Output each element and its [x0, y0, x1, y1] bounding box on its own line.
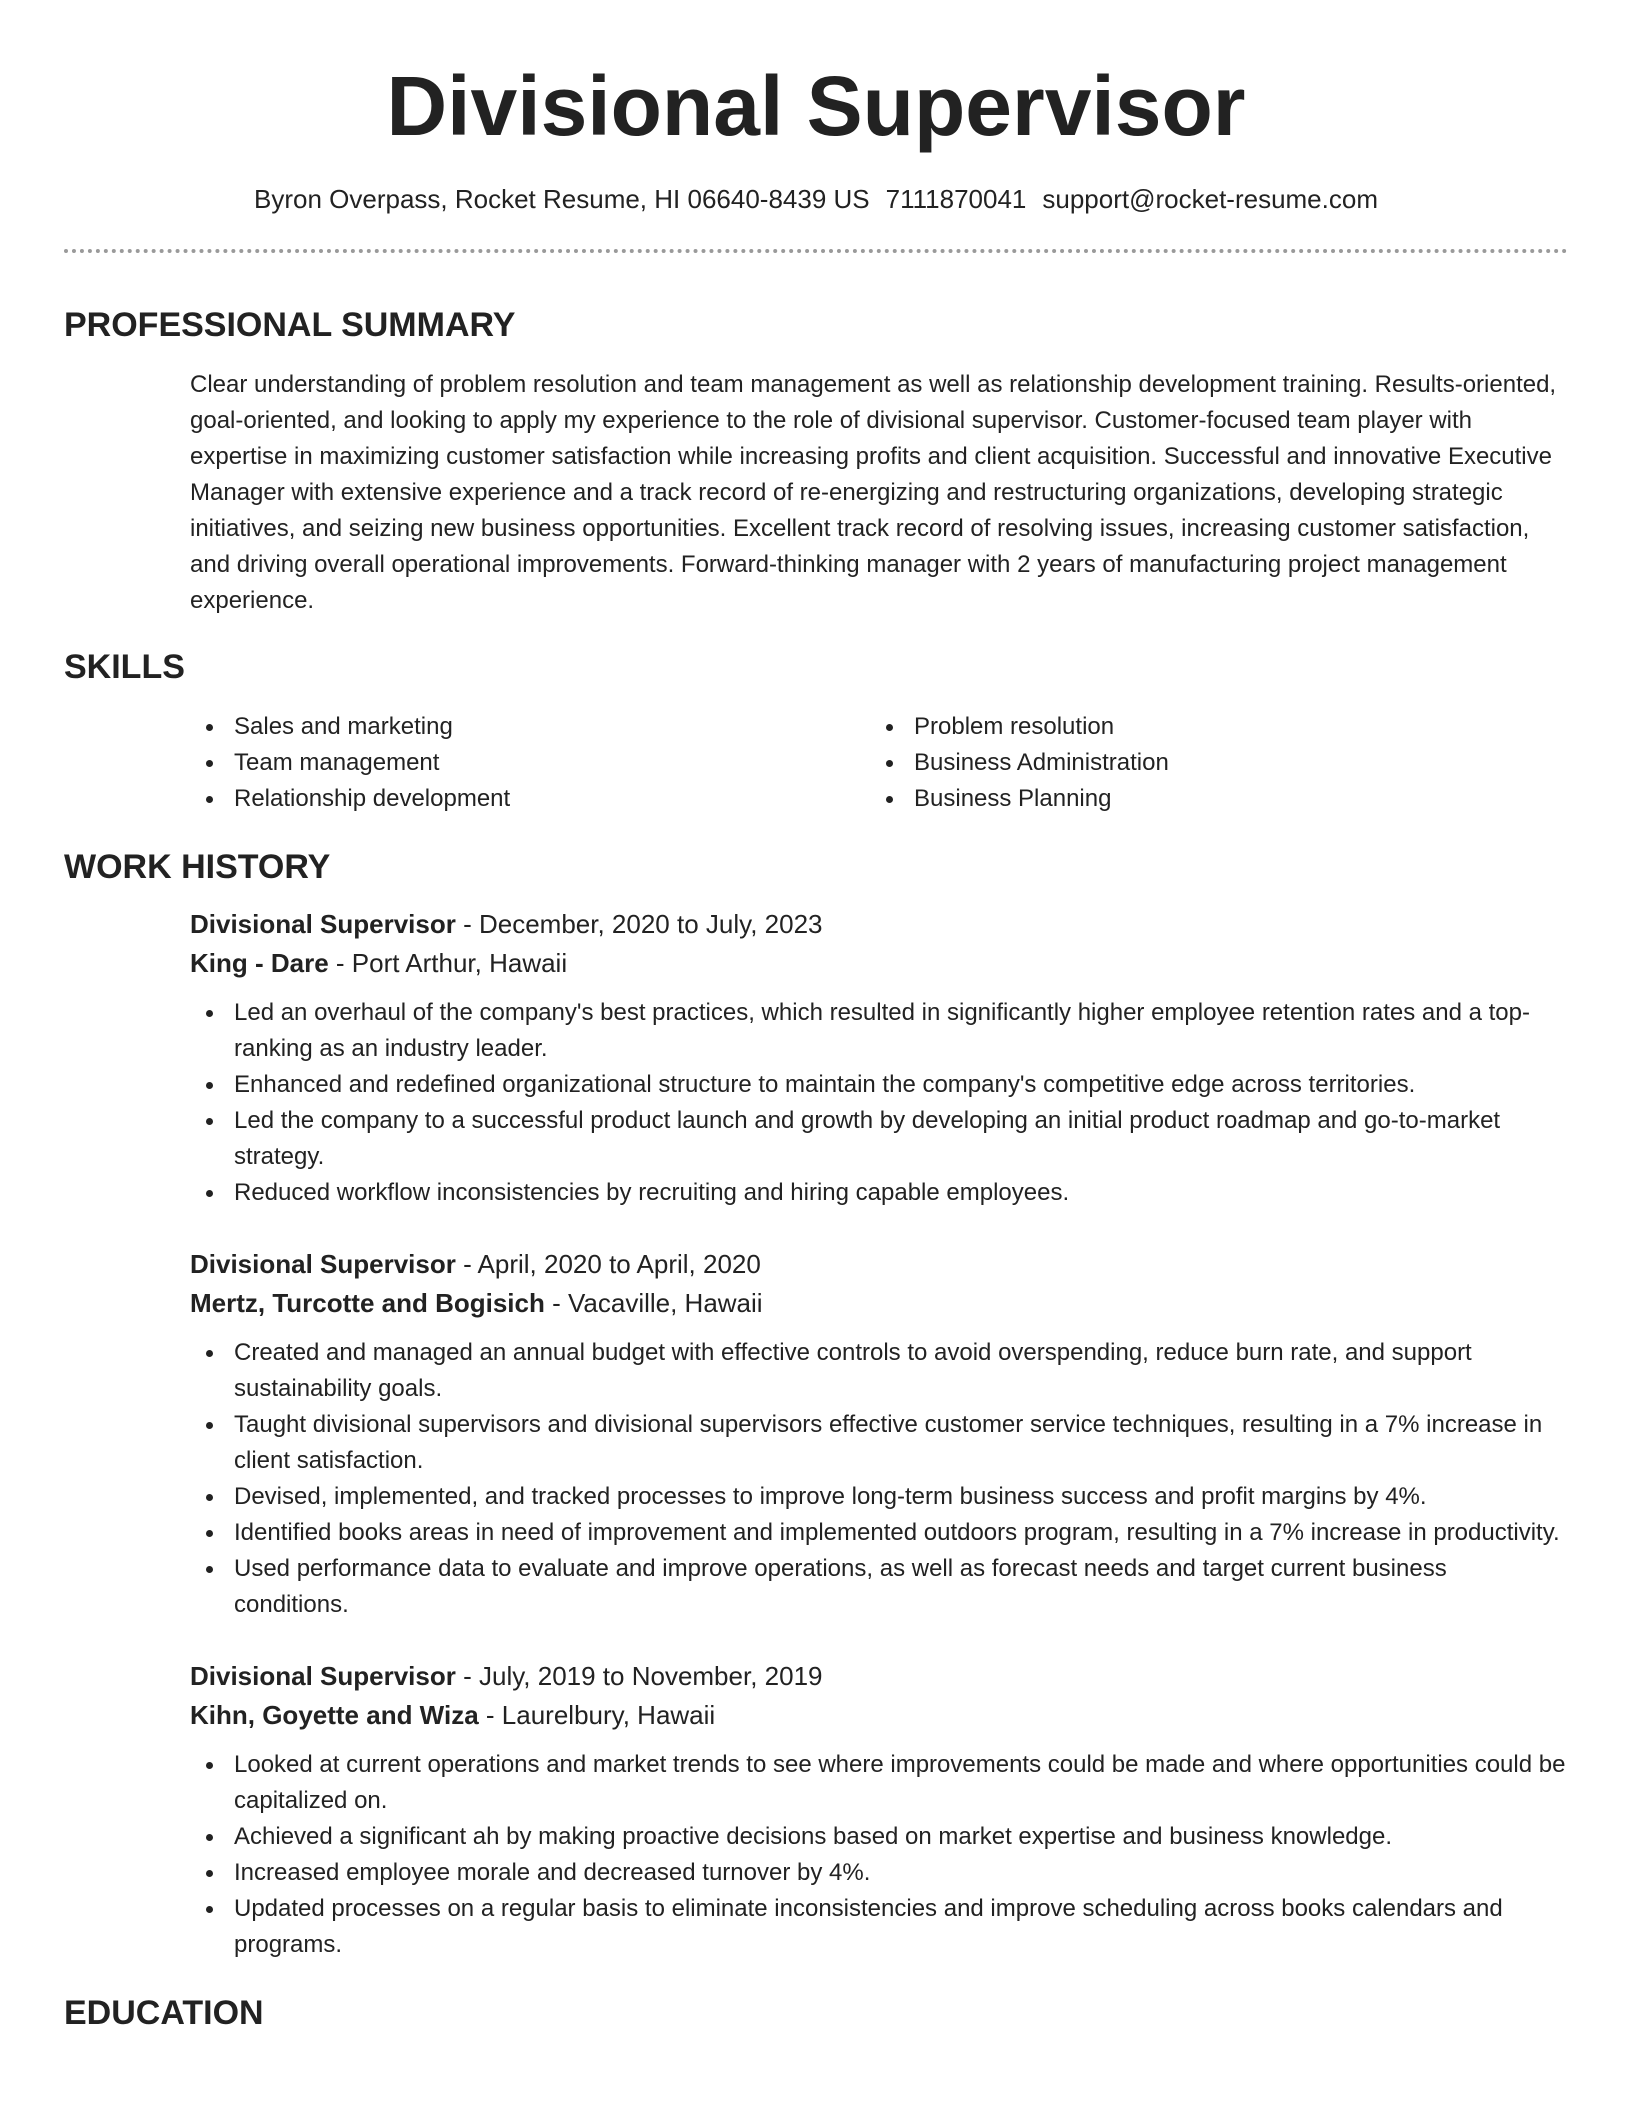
section-title-summary: PROFESSIONAL SUMMARY [64, 306, 516, 344]
job-title: Divisional Supervisor [190, 1661, 456, 1691]
job-entry [190, 1657, 1568, 1963]
section-title-education: EDUCATION [64, 1994, 264, 2032]
skills-section [64, 647, 1568, 817]
contact-address: Byron Overpass, Rocket Resume, HI 06640-8439 US [254, 184, 870, 214]
contact-phone: 7111870041 [885, 184, 1027, 214]
job-title-line [190, 1657, 1568, 1696]
job-title: Divisional Supervisor [190, 909, 456, 939]
job-bullet-list [190, 1335, 1568, 1623]
resume-page [64, 0, 1568, 2033]
job-bullet: Led the company to a successful product launch and growth by developing an initial product roadmap and go-to-market strategy. [190, 1103, 1568, 1175]
job-dates: - April, 2020 to April, 2020 [455, 1249, 761, 1279]
job-location: - Vacaville, Hawaii [544, 1288, 763, 1318]
job-bullet-list [190, 1747, 1568, 1963]
skill-item: Business Administration [870, 745, 1550, 781]
job-entry [190, 1245, 1568, 1623]
job-company-line [190, 1696, 1568, 1735]
job-bullet: Reduced workflow inconsistencies by recruiting and hiring capable employees. [190, 1175, 1568, 1211]
job-bullet: Enhanced and redefined organizational structure to maintain the company's competitive edge across territories. [190, 1067, 1568, 1103]
skill-item: Team management [190, 745, 870, 781]
education-section [64, 1993, 1568, 2033]
contact-line [64, 182, 1568, 216]
section-title-work: WORK HISTORY [64, 848, 331, 886]
job-bullet: Led an overhaul of the company's best practices, which resulted in significantly higher employee retention rates and a top-ranking as an industry leader. [190, 995, 1568, 1067]
job-bullet: Created and managed an annual budget with effective controls to avoid overspending, reduce burn rate, and support sustainability goals. [190, 1335, 1568, 1407]
skill-item: Relationship development [190, 781, 870, 817]
job-title-line [190, 905, 1568, 944]
job-bullet: Used performance data to evaluate and improve operations, as well as forecast needs and target current business conditions. [190, 1551, 1568, 1623]
summary-text: Clear understanding of problem resolution and team management as well as relationship development training. Results-oriented, goal-oriented, and looking to apply my experience to the role of divisional supervisor. Customer-focused team player with expertise in maximizing customer satisfaction while increasing profits and client acquisition. Successful and innovative Executive Manager with extensive experience and a track record of re-energizing and restructuring organizations, developing strategic initiatives, and seizing new business opportunities. Excellent track record of resolving issues, increasing customer satisfaction, and driving overall operational improvements. Forward-thinking manager with 2 years of manufacturing project management experience. [190, 371, 1557, 614]
job-bullet-list [190, 995, 1568, 1211]
skill-item: Sales and marketing [190, 709, 870, 745]
job-company: Mertz, Turcotte and Bogisich [190, 1288, 545, 1318]
job-entry [190, 905, 1568, 1211]
work-history-section [64, 847, 1568, 1963]
section-title-skills: SKILLS [64, 648, 185, 686]
job-bullet: Updated processes on a regular basis to eliminate inconsistencies and improve scheduling across books calendars and programs. [190, 1891, 1568, 1963]
resume-name: Divisional Supervisor [386, 59, 1246, 153]
job-company: King - Dare [190, 948, 329, 978]
job-dates: - December, 2020 to July, 2023 [455, 909, 823, 939]
job-company-line [190, 1284, 1568, 1323]
job-title: Divisional Supervisor [190, 1249, 456, 1279]
header-divider [64, 249, 1568, 253]
job-location: - Port Arthur, Hawaii [328, 948, 568, 978]
job-bullet: Increased employee morale and decreased turnover by 4%. [190, 1855, 1568, 1891]
skill-item: Business Planning [870, 781, 1550, 817]
job-bullet: Looked at current operations and market trends to see where improvements could be made and where opportunities could be capitalized on. [190, 1747, 1568, 1819]
skill-item: Problem resolution [870, 709, 1550, 745]
professional-summary-section [64, 305, 1568, 619]
skills-list [190, 709, 1568, 817]
job-company: Kihn, Goyette and Wiza [190, 1700, 479, 1730]
job-title-line [190, 1245, 1568, 1284]
job-bullet: Identified books areas in need of improvement and implemented outdoors program, resulting in a 7% increase in productivity. [190, 1515, 1568, 1551]
job-bullet: Achieved a significant ah by making proactive decisions based on market expertise and business knowledge. [190, 1819, 1568, 1855]
job-bullet: Devised, implemented, and tracked processes to improve long-term business success and profit margins by 4%. [190, 1479, 1568, 1515]
job-company-line [190, 944, 1568, 983]
job-dates: - July, 2019 to November, 2019 [455, 1661, 823, 1691]
job-bullet: Taught divisional supervisors and divisional supervisors effective customer service techniques, resulting in a 7% increase in client satisfaction. [190, 1407, 1568, 1479]
job-location: - Laurelbury, Hawaii [478, 1700, 716, 1730]
contact-email: support@rocket-resume.com [1042, 184, 1378, 214]
